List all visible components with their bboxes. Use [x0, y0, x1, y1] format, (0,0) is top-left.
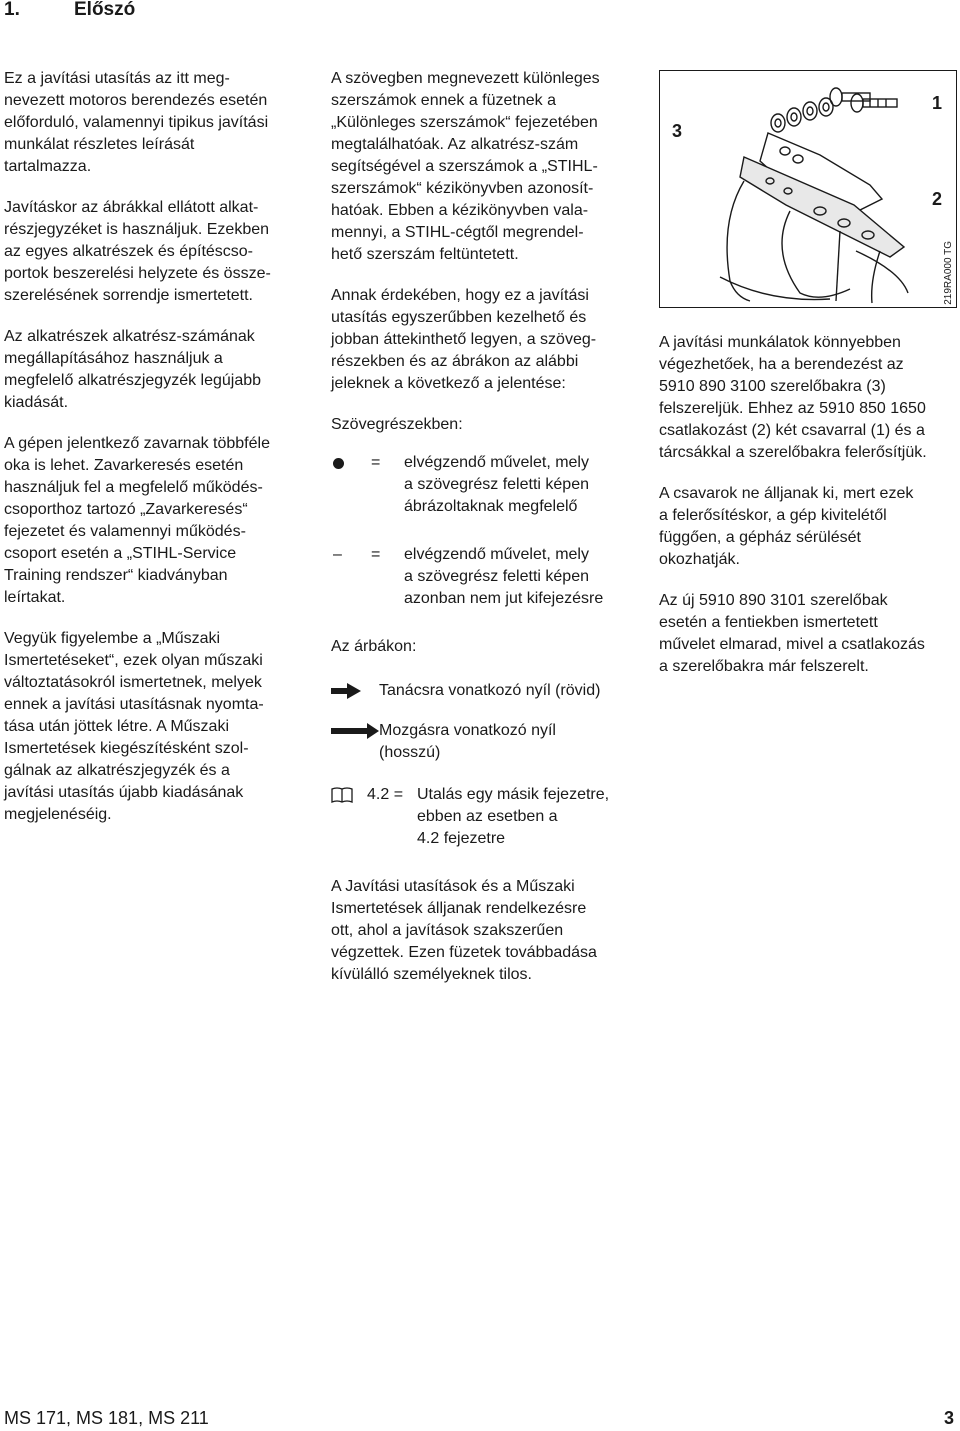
screw-warning-paragraph: A csavarok ne álljanak ki, mert ezek a felerősítéskor, a gép kivitelétől függően, a gépház sérülését okozhatják.: [659, 485, 914, 568]
legend-dash-row: [331, 544, 631, 610]
stand-mounting-paragraph: A javítási munkálatok könnyebben végezhetőek, ha a berendezést az 5910 890 3100 szerelőbakra (3) felszereljük. Ehhez az 5910 850 1650 csatlakozást (2) két csavarral (1) és a tárcsákkal a szerelőbakra felerősítjük.: [659, 334, 927, 461]
short-arrow-icon: [331, 680, 379, 702]
arrows-label: Az árbákon:: [331, 638, 417, 655]
new-stand-paragraph: Az új 5910 890 3101 szerelőbak esetén a fentiekben ismertetett művelet elmarad, mivel a csatlakozás a szerelőbakra már felszerelt.: [659, 592, 925, 675]
confidentiality-paragraph: A Javítási utasítások és a Műszaki Ismertetések álljanak rendelkezésre ott, ahol a javítások szakszerűen végzettek. Ezen füzetek továbbadása kívülálló személyeknek tilos.: [331, 878, 597, 983]
arrow-long-text: Mozgásra vonatkozó nyíl (hosszú): [379, 722, 556, 761]
chapter-title: Előszó: [74, 0, 136, 20]
dash-symbol: –: [333, 546, 342, 563]
book-reference-icon: [331, 784, 367, 806]
chapter-number: 1.: [4, 0, 20, 20]
bullet-dot-icon: [333, 458, 344, 469]
reference-number: 4.2 =: [367, 786, 404, 803]
intro-paragraph: Ez a javítási utasítás az itt meg- nevezett motoros berendezés esetén előforduló, valamennyi tipikus javítási munkálat részletes leírását tartalmazza.: [4, 70, 269, 175]
chapter-heading: [4, 0, 135, 22]
technical-info-paragraph: Vegyük figyelembe a „Műszaki Ismertetéseket“, ezek olyan műszaki változtatásokról ismertetnek, melyek ennek a javítási utasításnak nyomta- tása után jöttek létre. A Műszaki Ismertetések kiegészítésként szol- gálnak az alkatrészjegyzék és a javítási utasítás újabb kiadásának megjelenéséig.: [4, 630, 264, 823]
left-column: [4, 68, 304, 845]
figure-label-3: 3: [672, 121, 683, 141]
arrow-long-row: [331, 720, 631, 764]
assembly-stand-figure: [659, 70, 957, 308]
long-arrow-icon: [331, 720, 379, 742]
legend-equals: =: [371, 546, 381, 563]
figure-label-2: 2: [932, 189, 943, 209]
legend-equals: =: [371, 454, 381, 471]
screw-1: [851, 94, 897, 112]
special-tools-paragraph: A szövegben megnevezett különleges szerszámok ennek a füzetnek a „Különleges szerszámok“ fejezetében megtalálhatóak. Az alkatrész-szám segítségével a szerszámok a „STIHL- szerszámok“ kézikönyvben azonosít- hatóak. Ebben a kézikönyvben vala- mennyi, a STIHL-cégtől megrendel- hető szerszám feltüntetett.: [331, 70, 600, 263]
reference-text: Utalás egy másik fejezetre, ebben az esetben a 4.2 fejezetre: [417, 786, 610, 847]
symbols-intro-paragraph: Annak érdekében, hogy ez a javítási utasítás egyszerűbben kezelhető és jobban áttekinthető legyen, a szöveg- részekben és az ábrákon az alábbi jeleknek a következő a jelentése:: [331, 287, 597, 392]
assembly-stand-illustration: [660, 71, 956, 307]
right-column: [659, 332, 959, 697]
arrow-short-row: [331, 680, 631, 702]
legend-dot-row: [331, 452, 631, 518]
legend-dot-text: elvégzendő művelet, mely a szövegrész feletti képen ábrázoltaknak megfelelő: [404, 454, 589, 515]
footer-models: MS 171, MS 181, MS 211: [4, 1408, 209, 1428]
arrow-short-text: Tanácsra vonatkozó nyíl (rövid): [379, 682, 601, 699]
text-sections-label: Szövegrészekben:: [331, 416, 463, 433]
troubleshooting-paragraph: A gépen jelentkező zavarnak többféle oka is lehet. Zavarkeresés esetén használjuk fel a megfelelő működés- csoporthoz tartozó „Zavarkeresés“ fejezetet és valamennyi működés- csoport esetén a „STIHL-Service Training rendszer“ kiadványban leírtakat.: [4, 435, 270, 606]
page-number: 3: [943, 1408, 954, 1428]
figure-label-1: 1: [932, 93, 943, 113]
middle-column: [331, 68, 631, 1005]
figure-code: 219RA000 TG: [943, 241, 954, 305]
part-number-paragraph: Az alkatrészek alkatrész-számának megállapításához használjuk a megfelelő alkatrészjegyzék legújabb kiadását.: [4, 328, 262, 411]
legend-dash-text: elvégzendő művelet, mely a szövegrész feletti képen azonban nem jut kifejezésre: [404, 546, 604, 607]
parts-list-paragraph: Javításkor az ábrákkal ellátott alkat- részjegyzéket is használjuk. Ezekben az egyes alkatrészek és építéscso- portok beszerelési helyzete és össze- szerelésének sorrendje ismertetett.: [4, 199, 271, 304]
reference-row: [331, 784, 631, 850]
